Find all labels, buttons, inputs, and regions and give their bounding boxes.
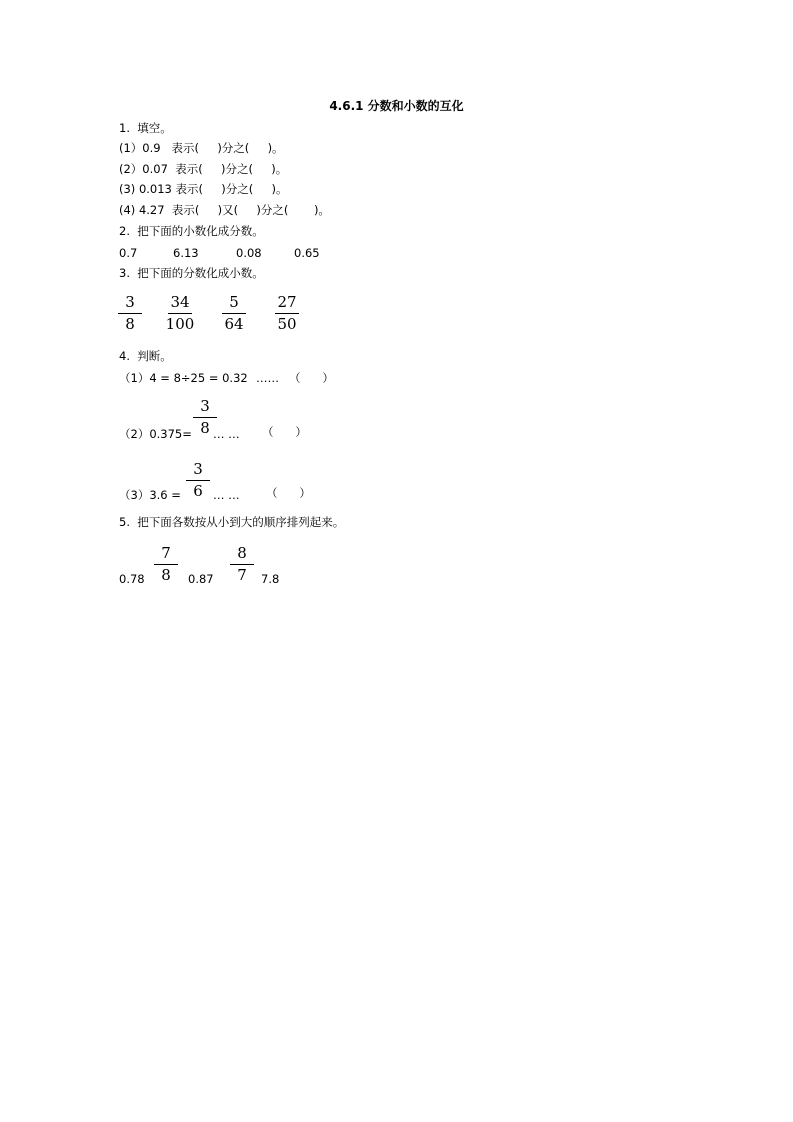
fraction-numerator: 3 [125,293,135,311]
fraction-bar [154,564,178,565]
q2-value-1: 0.7 [119,246,138,260]
fraction-denominator: 6 [193,482,203,500]
q5-value-2: 0.87 [188,572,214,586]
fraction-bar [230,564,254,565]
fraction-bar [193,417,217,418]
q1-item-1: (1）0.9 表示( )分之( )。 [119,141,284,155]
q2-value-3: 0.08 [236,246,262,260]
q5-fraction-2 [227,545,257,583]
q3-fraction-3 [219,294,249,332]
q4-item-3-answer: （ ） [266,486,311,500]
q3-fraction-2 [165,294,195,332]
q1-heading: 1. 填空。 [119,121,172,135]
fraction-numerator: 8 [237,544,247,562]
fraction-numerator: 34 [170,293,190,311]
q4-item-1-dots: …… [256,371,279,385]
fraction-denominator: 8 [161,566,171,584]
fraction-denominator: 8 [200,419,210,437]
q4-item-2-answer: （ ） [262,425,307,439]
fraction-denominator: 50 [277,315,297,333]
q3-heading: 3. 把下面的分数化成小数。 [119,266,264,280]
fraction-denominator: 64 [224,315,244,333]
fraction-bar [222,313,246,314]
fraction-numerator: 7 [161,544,171,562]
q3-fraction-4 [272,294,302,332]
fraction-bar [275,313,299,314]
q4-item-3-prefix: （3）3.6 = [119,488,181,502]
fraction-numerator: 5 [229,293,239,311]
q5-heading: 5. 把下面各数按从小到大的顺序排列起来。 [119,515,345,529]
q1-item-2: (2）0.07 表示( )分之( )。 [119,162,288,176]
fraction-numerator: 3 [200,397,210,415]
fraction-numerator: 3 [193,460,203,478]
fraction-denominator: 8 [125,315,135,333]
q5-value-1: 0.78 [119,572,145,586]
fraction-bar [168,313,192,314]
q4-heading: 4. 判断。 [119,349,172,363]
fraction-bar [186,480,210,481]
fraction-bar [118,313,142,314]
q4-item-2-dots: … … [213,427,240,441]
q1-item-3: (3) 0.013 表示( )分之( )。 [119,182,288,196]
q2-heading: 2. 把下面的小数化成分数。 [119,224,264,238]
q4-item-1: （1）4 = 8÷25 = 0.32 [119,371,248,385]
q5-fraction-1 [151,545,181,583]
fraction-numerator: 27 [277,293,297,311]
q4-item-2-prefix: （2）0.375= [119,427,192,441]
q4-item-1-answer: （ ） [289,371,334,385]
q2-value-4: 0.65 [294,246,320,260]
q4-item-3-fraction [183,461,213,499]
q3-fraction-1 [115,294,145,332]
fraction-denominator: 7 [237,566,247,584]
q4-item-3-dots: … … [213,488,240,502]
page-title: 4.6.1 分数和小数的互化 [329,99,464,113]
fraction-denominator: 100 [165,315,195,333]
q2-value-2: 6.13 [173,246,199,260]
q1-item-4: (4) 4.27 表示( )又( )分之( )。 [119,203,330,217]
q5-value-3: 7.8 [261,572,280,586]
